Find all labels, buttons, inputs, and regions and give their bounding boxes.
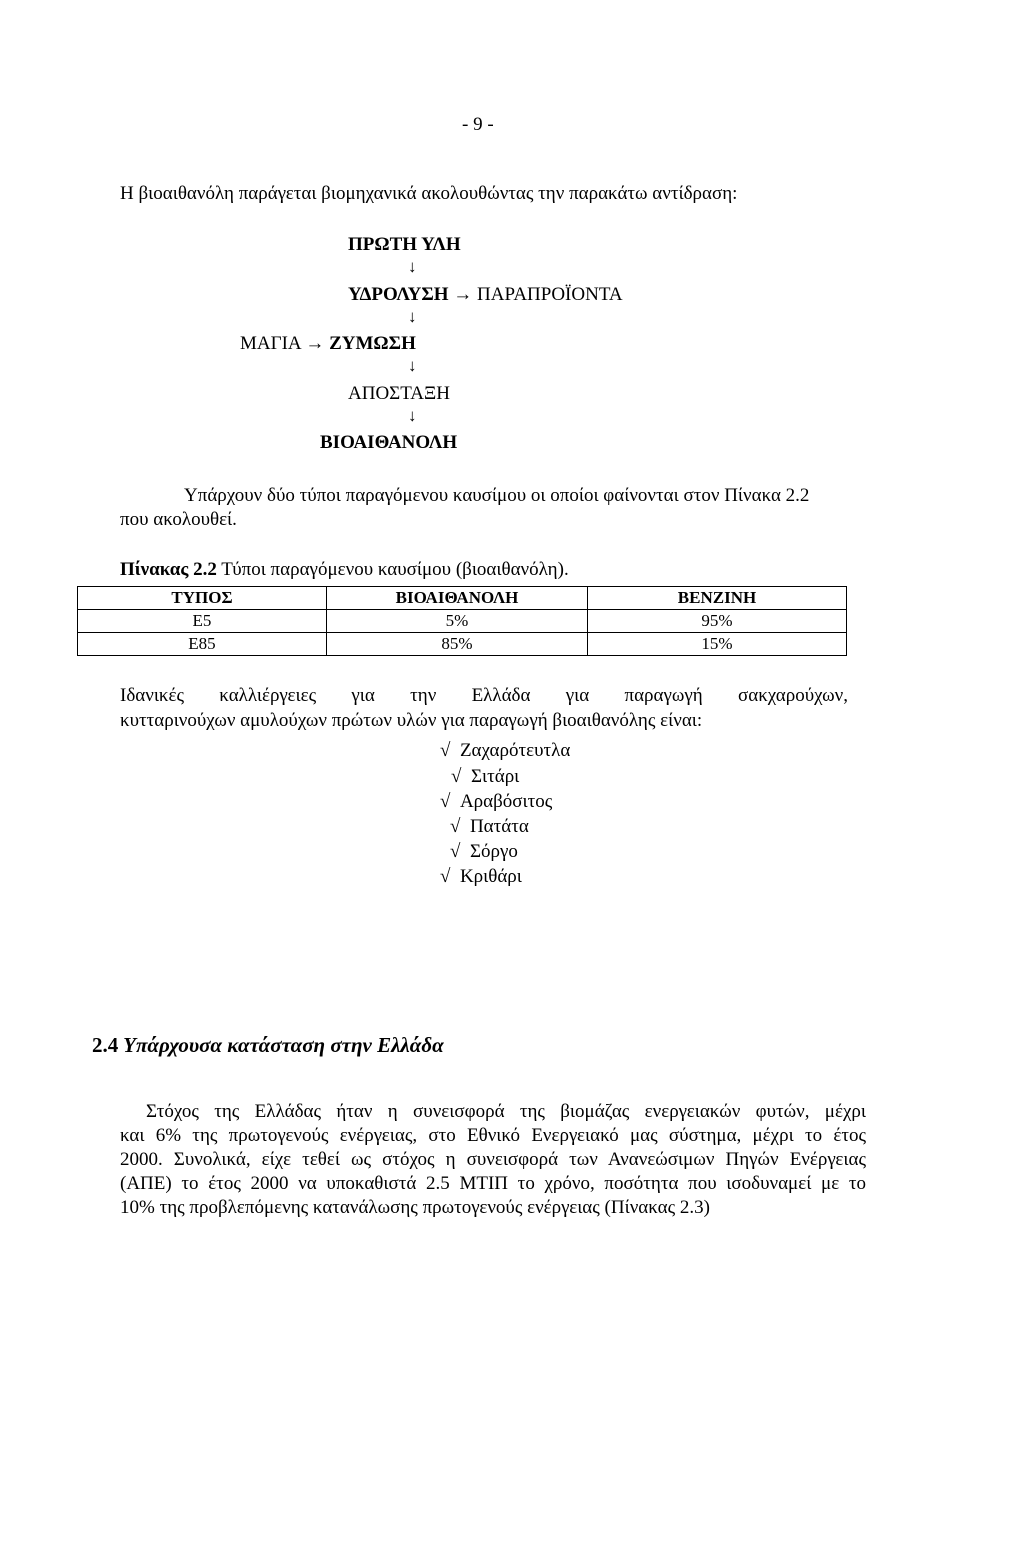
right-arrow-icon: → [453, 284, 473, 305]
flow-hydrolysis-row [348, 284, 623, 306]
para3-line: και 6% της πρωτογενούς ενέργειας, στο Εθνικό Ενεργειακό μας σύστημα, μέχρι το έτος [120, 1125, 866, 1146]
table-caption-label: Πίνακας 2.2 [120, 559, 217, 580]
fuel-types-table [77, 586, 847, 656]
check-icon: √ [450, 816, 461, 837]
para1-line1: Υπάρχουν δύο τύποι παραγόμενου καυσίμου οι οποίοι φαίνονται στον Πίνακα 2.2 [184, 485, 810, 506]
section-number: 2.4 [92, 1033, 119, 1057]
flow-distillation: ΑΠΟΣΤΑΞΗ [348, 383, 450, 404]
down-arrow-icon: ↓ [408, 257, 417, 276]
check-icon: √ [440, 866, 451, 887]
table-cell: 95% [588, 610, 847, 633]
crop-name: Κριθάρι [459, 866, 522, 887]
list-item [440, 791, 552, 813]
para3-line: 10% της προβλεπόμενης κατανάλωσης πρωτογενούς ενέργειας (Πίνακας 2.3) [120, 1197, 710, 1218]
flow-yeast: ΜΑΓΙΑ [240, 333, 301, 354]
check-icon: √ [451, 766, 462, 787]
list-item [450, 841, 518, 863]
check-icon: √ [450, 841, 461, 862]
para2-line2: κυτταρινούχων αμυλούχων πρώτων υλών για παραγωγή βιοαιθανόλης είναι: [120, 710, 703, 731]
list-item [451, 766, 519, 788]
list-item [450, 816, 529, 838]
para1-line2: που ακολουθεί. [120, 509, 237, 530]
crop-name: Αραβόσιτος [459, 791, 553, 812]
intro-text: Η βιοαιθανόλη παράγεται βιομηχανικά ακολουθώντας την παρακάτω αντίδραση: [120, 183, 738, 204]
right-arrow-icon: → [305, 333, 325, 354]
down-arrow-icon: ↓ [408, 356, 417, 375]
flow-bioethanol: ΒΙΟΑΙΘΑΝΟΛΗ [320, 432, 458, 453]
flow-hydrolysis: ΥΔΡΟΛΥΣΗ [348, 284, 449, 305]
table-header-row [78, 587, 847, 610]
crop-name: Σιτάρι [470, 766, 520, 787]
page-number: - 9 - [462, 114, 494, 135]
crop-name: Ζαχαρότευτλα [459, 740, 571, 761]
section-heading [92, 1033, 444, 1058]
down-arrow-icon: ↓ [408, 406, 417, 425]
para3 [120, 1100, 866, 1220]
flow-raw-material: ΠΡΩΤΗ ΥΛΗ [348, 234, 461, 255]
check-icon: √ [440, 791, 451, 812]
para3-line: Στόχος της Ελλάδας ήταν η συνεισφορά της βιομάζας ενεργειακών φυτών, μέχρι [146, 1101, 866, 1122]
flow-fermentation-row [240, 333, 416, 355]
crop-name: Σόργο [469, 841, 518, 862]
table-cell: Ε85 [78, 633, 327, 656]
down-arrow-icon: ↓ [408, 307, 417, 326]
section-title: Υπάρχουσα κατάσταση στην Ελλάδα [123, 1033, 444, 1057]
table-row [78, 633, 847, 656]
check-icon: √ [440, 740, 451, 761]
crop-name: Πατάτα [469, 816, 529, 837]
table-cell: 15% [588, 633, 847, 656]
table-caption-text: Τύποι παραγόμενου καυσίμου (βιοαιθανόλη). [216, 559, 569, 580]
list-item [440, 740, 570, 762]
flow-byproducts: ΠΑΡΑΠΡΟΪΟΝΤΑ [477, 284, 623, 305]
flow-fermentation: ΖΥΜΩΣΗ [329, 333, 416, 354]
table-caption [120, 559, 569, 581]
list-item [440, 866, 522, 888]
table-header-cell: ΒΙΟΑΙΘΑΝΟΛΗ [327, 587, 588, 610]
table-cell: 85% [327, 633, 588, 656]
para3-line: (ΑΠΕ) το έτος 2000 να υποκαθιστά 2.5 ΜΤΙΠ το χρόνο, ποσότητα που ισοδυναμεί με το [120, 1173, 866, 1194]
table-row [78, 610, 847, 633]
table-header-cell: ΒΕΝΖΙΝΗ [588, 587, 847, 610]
table-header-cell: ΤΥΠΟΣ [78, 587, 327, 610]
para2-line1: Ιδανικές καλλιέργειες για την Ελλάδα για παραγωγή σακχαρούχων, [120, 685, 848, 706]
table-cell: Ε5 [78, 610, 327, 633]
table-cell: 5% [327, 610, 588, 633]
para2 [120, 684, 848, 708]
para3-line: 2000. Συνολικά, είχε τεθεί ως στόχος η συνεισφορά των Ανανεώσιμων Πηγών Ενέργειας [120, 1149, 866, 1170]
